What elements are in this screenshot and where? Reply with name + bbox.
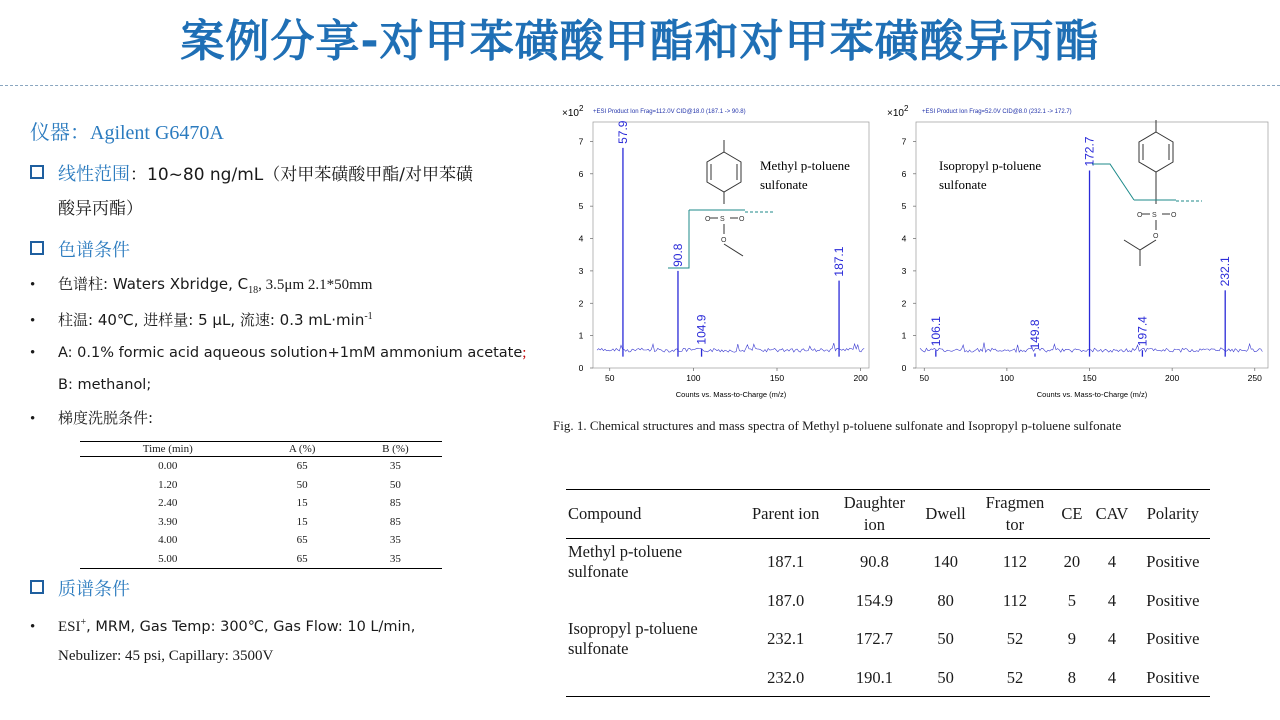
x-tick-label: 50 — [919, 373, 929, 383]
s-atom: S — [1152, 212, 1157, 219]
peak-label: 90.8 — [670, 243, 685, 267]
mrm-header: Compound — [566, 490, 739, 539]
cell: 20 — [1063, 551, 1081, 571]
gradient-header: Time (min) — [80, 442, 255, 457]
table-row — [80, 457, 442, 476]
x-tick-label: 50 — [604, 373, 615, 383]
cell: 80 — [937, 590, 954, 610]
cell: 15 — [296, 497, 308, 510]
linear-heading: 线性范围 — [58, 164, 130, 185]
y-tick-label: 7 — [578, 136, 584, 147]
square-bullet-icon — [30, 580, 44, 594]
y-axis — [902, 136, 916, 373]
cell: 65 — [255, 550, 348, 569]
temp-text: 柱温: 40℃, 进样量: 5 μL, 流速: 0.3 mL·min — [58, 311, 365, 329]
instrument-label: 仪器： — [30, 120, 90, 144]
cell: 187.1 — [767, 551, 805, 571]
cell: 4 — [1107, 628, 1117, 648]
compound-label-line2: sulfonate — [760, 177, 808, 192]
compound-label-line1: Methyl p-toluene — [760, 158, 850, 173]
peak-label: 187.1 — [832, 246, 847, 277]
cell: 112 — [1002, 551, 1028, 571]
spectrum-1 — [553, 100, 875, 402]
o-atom: O — [721, 237, 727, 244]
chrom-heading-row — [30, 236, 130, 262]
y-tick-label: 4 — [901, 233, 907, 244]
peak-label: 57.9 — [615, 120, 630, 144]
cell: 232.0 — [739, 661, 832, 697]
ms-superscript: + — [80, 617, 87, 628]
cell: 65 — [296, 534, 308, 547]
o-atom: O — [1171, 212, 1177, 219]
mobile-a-bullet: • A: 0.1% formic acid aqueous solution+1mM ammonium acetate; — [30, 345, 527, 361]
mrm-table — [566, 489, 1210, 697]
ms-heading-row — [30, 575, 130, 601]
mrm-header: Parent ion — [739, 490, 832, 539]
chrom-heading: 色谱条件 — [58, 240, 130, 261]
figure-caption: Fig. 1. Chemical structures and mass spectra of Methyl p-toluene sulfonate and Isopropyl p-toluene sulfonate — [553, 418, 1122, 433]
spectrum-header: +ESI Product Ion Frag=52.0V CID@8.0 (232.1 -> 172.7) — [922, 109, 1072, 115]
cell: 187.0 — [767, 590, 805, 610]
y-tick-label: 5 — [901, 201, 907, 212]
spectrum-2 — [880, 100, 1275, 402]
x-tick-label: 150 — [769, 373, 785, 383]
o-atom: O — [1137, 212, 1143, 219]
peak-label: 197.4 — [1135, 316, 1150, 347]
mrm-header: Dwell — [917, 490, 975, 539]
column-text: 色谱柱: Waters Xbridge, C — [58, 275, 249, 293]
cell: 4 — [1107, 590, 1117, 610]
x-tick-label: 200 — [1165, 373, 1180, 383]
linear-text-1: ：10~80 ng/mL（对甲苯磺酸甲酯/对甲苯磺 — [130, 165, 473, 185]
temp-bullet: • 柱温: 40℃, 进样量: 5 μL, 流速: 0.3 $mL\cdot\min^{-1}$ — [30, 311, 373, 329]
x-axis — [920, 368, 1263, 383]
ms-text-b: , MRM, Gas Temp: 300℃, Gas Flow: 10 L/min, — [86, 619, 416, 635]
mrm-header: Fragmen tor — [974, 490, 1055, 539]
cell: 90.8 — [859, 551, 889, 571]
y-axis — [579, 136, 593, 373]
cell: 154.9 — [855, 590, 893, 610]
x-tick-label: 100 — [999, 373, 1014, 383]
mobile-semicolon: ; — [522, 345, 527, 361]
cell: 35 — [389, 460, 401, 473]
y-tick-label: 3 — [578, 265, 584, 276]
compound-cell — [566, 661, 739, 697]
gradient-header: B (%) — [349, 442, 442, 457]
y-exponent: $\times 10^2$ — [887, 104, 909, 119]
x-axis-label: Counts vs. Mass-to-Charge (m/z) — [675, 390, 787, 399]
mobile-b-line — [30, 375, 151, 395]
table-row — [566, 585, 1210, 617]
mrm-header: Daughter ion — [832, 490, 917, 539]
cell: 0.00 — [158, 460, 178, 473]
cell: 52 — [974, 661, 1055, 697]
cell: Positive — [1136, 661, 1210, 697]
gradient-bullet: • 梯度洗脱条件: — [30, 409, 154, 427]
y-tick-label: 6 — [901, 168, 907, 179]
cell: 3.90 — [158, 515, 178, 528]
title-divider — [0, 85, 1280, 86]
y-tick-label: 5 — [578, 201, 584, 212]
cell: 52 — [1006, 628, 1024, 648]
spectrum-header: +ESI Product Ion Frag=112.0V CID@18.0 (187.1 -> 90.8) — [593, 109, 746, 115]
compound-cell: Methyl p-toluene sulfonate — [568, 541, 683, 581]
x-tick-label: 150 — [1082, 373, 1097, 383]
x-tick-label: 200 — [853, 373, 868, 383]
x-axis-label: Counts vs. Mass-to-Charge (m/z) — [1036, 390, 1148, 399]
peak-label: 172.7 — [1082, 136, 1097, 167]
y-tick-label: 6 — [578, 168, 584, 179]
peak-label: 104.9 — [694, 314, 709, 345]
square-bullet-icon — [30, 165, 44, 179]
o-atom: O — [739, 216, 745, 223]
linear-heading-row — [30, 160, 473, 186]
gradient-label: 梯度洗脱条件: — [58, 409, 154, 427]
mrm-header: CE — [1056, 490, 1089, 539]
cell: 1.20 — [158, 478, 178, 491]
peak-label: 106.1 — [928, 316, 943, 347]
column-subscript: 18 — [248, 285, 259, 296]
column-bullet: • 色谱柱: Waters Xbridge, $C_{18}$, 3.5μm 2.1*50mm — [30, 275, 373, 296]
ms-line2 — [30, 646, 273, 666]
temp-superscript: -1 — [364, 311, 373, 322]
page-title: 案例分享-对甲苯磺酸甲酯和对甲苯磺酸异丙酯 — [180, 16, 1100, 67]
table-row — [566, 539, 1210, 585]
y-exponent: $\times 10^2$ — [562, 104, 584, 119]
cell: 85 — [389, 497, 401, 510]
baseline-noise — [920, 343, 1262, 353]
ms-text-a: ESI — [58, 619, 81, 635]
x-tick-label: 250 — [1247, 373, 1262, 383]
compound-cell: Isopropyl p-toluene sulfonate — [568, 618, 698, 658]
square-bullet-icon — [30, 241, 44, 255]
instrument-line — [30, 116, 224, 145]
cell: 4 — [1088, 661, 1136, 697]
baseline-noise — [597, 343, 864, 352]
gradient-table — [80, 441, 442, 569]
cell: 112 — [1002, 590, 1028, 610]
cell: 172.7 — [855, 628, 893, 648]
compound-label-line2: sulfonate — [939, 177, 987, 192]
table-row — [80, 476, 442, 495]
y-tick-label: 3 — [901, 265, 907, 276]
compound-cell — [566, 585, 739, 617]
cell: Positive — [1146, 551, 1200, 571]
cell: Positive — [1146, 590, 1200, 610]
cell: 85 — [389, 515, 401, 528]
instrument-value: Agilent G6470A — [90, 122, 224, 144]
cell: 190.1 — [832, 661, 917, 697]
cell: 50 — [296, 478, 308, 491]
cell: 8 — [1056, 661, 1089, 697]
y-tick-label: 4 — [578, 233, 584, 244]
gradient-header: A (%) — [255, 442, 348, 457]
y-tick-label: 1 — [901, 330, 907, 341]
y-tick-label: 1 — [578, 330, 584, 341]
cell: 50 — [389, 478, 401, 491]
s-atom: S — [720, 216, 725, 223]
cell: 35 — [389, 534, 401, 547]
y-tick-label: 2 — [578, 298, 584, 309]
mobile-a-text: A: 0.1% formic acid aqueous solution+1mM ammonium acetate — [58, 345, 523, 361]
table-row — [566, 661, 1210, 697]
cell: 50 — [937, 628, 954, 648]
linear-text-2: 酸异丙酯） — [58, 199, 143, 218]
o-atom: O — [1153, 233, 1159, 240]
cell: 4 — [1107, 551, 1117, 571]
y-tick-label: 0 — [578, 363, 584, 373]
compound-label-line1: Isopropyl p-toluene — [939, 158, 1042, 173]
isopropyl-ester-structure — [1092, 120, 1202, 266]
mrm-header: CAV — [1088, 490, 1136, 539]
cell: 35 — [349, 550, 442, 569]
cell: 15 — [296, 515, 308, 528]
x-axis — [605, 368, 868, 383]
y-tick-label: 7 — [901, 136, 907, 147]
ms-text-line2: Nebulizer: 45 psi, Capillary: 3500V — [58, 648, 274, 664]
y-tick-label: 2 — [901, 298, 907, 309]
mobile-b-text: B: methanol; — [58, 377, 152, 393]
cell: 9 — [1067, 628, 1076, 648]
cell: 2.40 — [158, 497, 178, 510]
table-row — [80, 550, 442, 569]
peak-label: 232.1 — [1218, 256, 1233, 287]
ms-heading: 质谱条件 — [58, 579, 130, 600]
cell: 50 — [917, 661, 975, 697]
table-row — [80, 531, 442, 550]
column-text-b: , 3.5μm 2.1*50mm — [258, 277, 373, 293]
cell: 5 — [1067, 590, 1076, 610]
peak-label: 149.8 — [1027, 319, 1042, 350]
cell: Positive — [1146, 628, 1200, 648]
cell: 232.1 — [767, 628, 805, 648]
x-tick-label: 100 — [686, 373, 701, 383]
cell: 140 — [933, 551, 958, 571]
table-row — [566, 617, 1210, 661]
mrm-header: Polarity — [1136, 490, 1210, 539]
table-row — [80, 494, 442, 513]
o-atom: O — [705, 216, 711, 223]
table-row — [80, 513, 442, 532]
y-tick-label: 0 — [901, 363, 907, 373]
cell: 65 — [296, 460, 308, 473]
ms-bullet: • ESI+, MRM, Gas Temp: 300℃, Gas Flow: 10 L/min, — [30, 617, 416, 635]
cell: 5.00 — [80, 550, 255, 569]
cell: 4.00 — [158, 534, 178, 547]
